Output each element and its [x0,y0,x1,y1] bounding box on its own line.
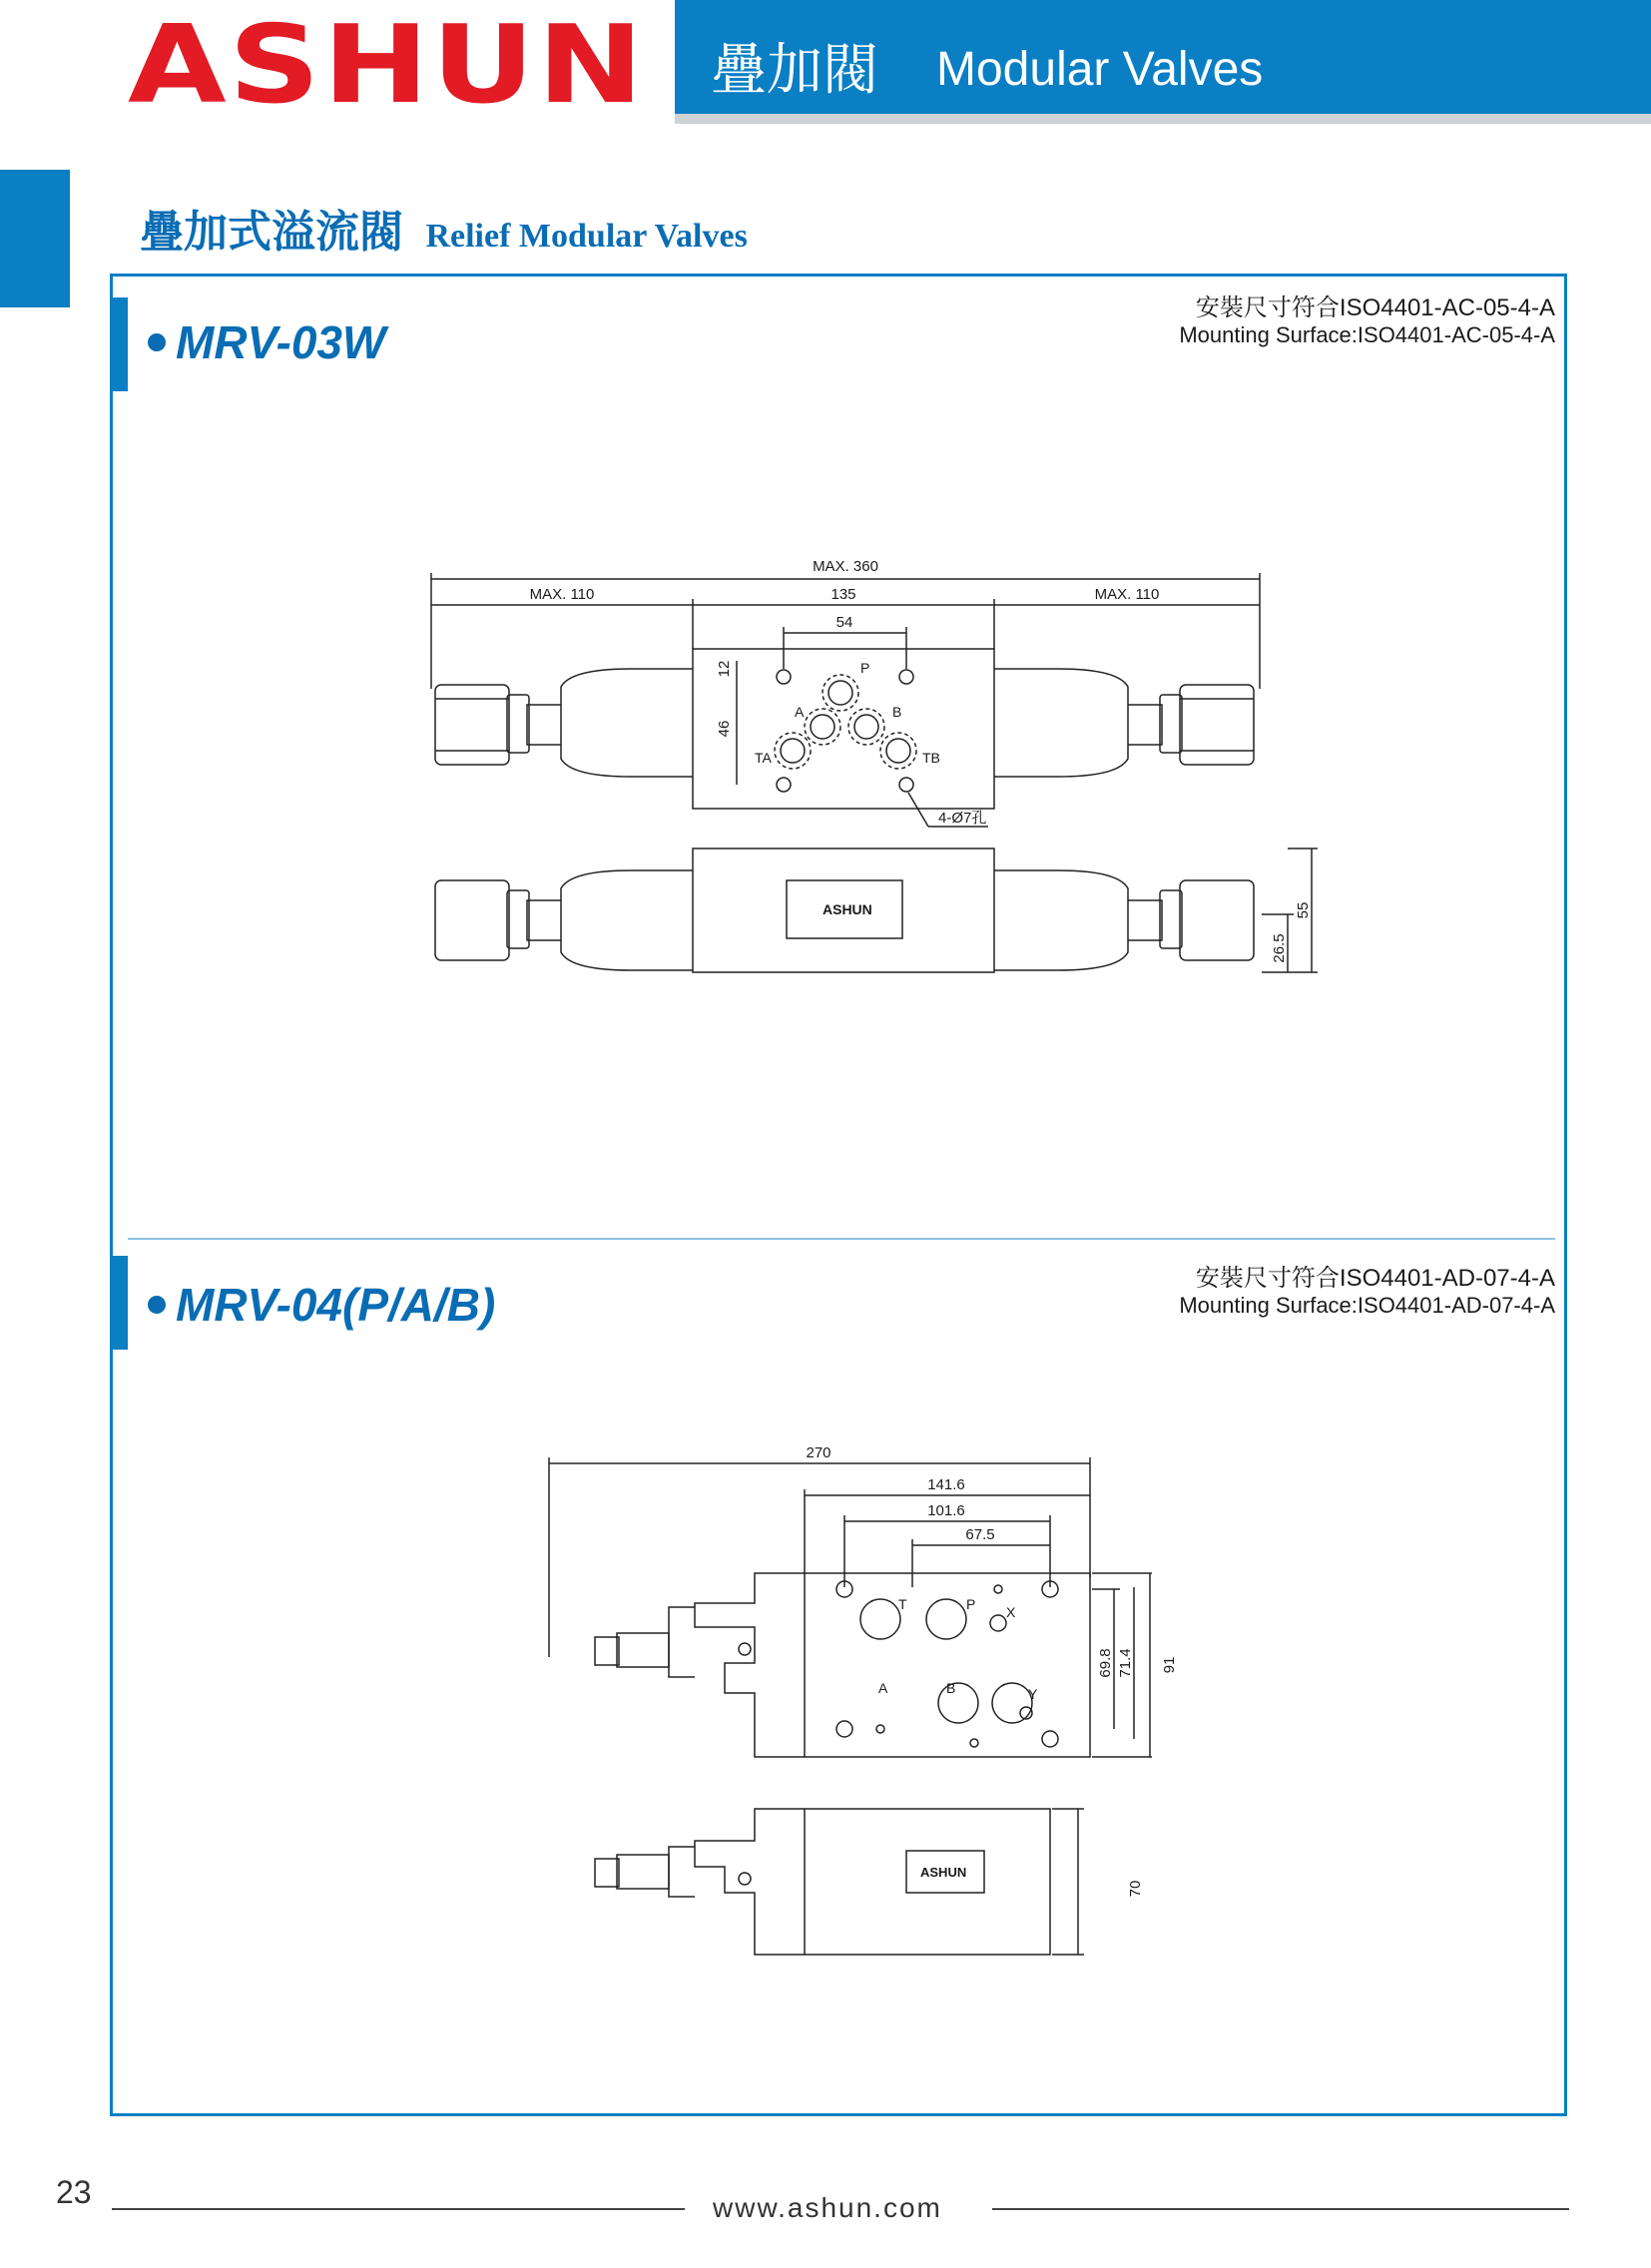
section-title-zh: 疊加式溢流閥 [140,208,403,257]
dim-141-6: 141.6 [927,1476,965,1493]
dim-max-110-left: MAX. 110 [529,586,595,603]
dim-135: 135 [830,586,856,603]
mounting-surface-2 [1179,1258,1555,1319]
section-divider [128,1238,1555,1240]
mount-en: Mounting Surface:ISO4401-AC-05-4-A [1179,322,1555,347]
port-b-label: B [946,1680,956,1696]
mount-zh: 安裝尺寸符合ISO4401-AC-05-4-A [1195,294,1555,321]
mrv-04-drawing [529,1437,1228,1977]
bullet-icon [148,1296,166,1314]
header-title-zh: 疊加閥 [711,38,878,101]
section-title-en: Relief Modular Valves [425,218,748,255]
nameplate-text: ASHUN [823,901,872,917]
port-x-label: X [1006,1604,1016,1620]
dim-26-5: 26.5 [1271,933,1288,963]
port-y-label: Y [1028,1686,1038,1702]
port-b-label: B [892,704,902,720]
header-banner [675,0,1651,124]
mrv-03w-drawing [399,549,1358,998]
page-number: 23 [56,2174,92,2210]
dim-91: 91 [1161,1656,1178,1674]
footer-rule-right [992,2208,1569,2210]
port-t-label: T [898,1596,907,1612]
header-title-en: Modular Valves [936,43,1264,96]
model-title-mrv-03w [148,315,385,369]
left-tab-marker [0,170,70,307]
dim-67-5: 67.5 [965,1526,995,1543]
ashun-logo: ASHUN [128,3,647,128]
model-bar [110,1256,128,1350]
dim-46: 46 [716,720,733,738]
port-ta-label: TA [755,750,772,766]
dim-55: 55 [1295,901,1312,919]
dim-71-4: 71.4 [1117,1648,1134,1678]
mount-zh: 安裝尺寸符合ISO4401-AD-07-4-A [1195,1265,1555,1292]
footer-url[interactable]: www.ashun.com [713,2192,942,2223]
footer-rule-left [112,2208,685,2210]
dim-holes: 4-Ø7孔 [938,810,987,827]
port-tb-label: TB [922,750,940,766]
dim-101-6: 101.6 [927,1502,965,1519]
model-title-mrv-04 [148,1278,495,1332]
dim-69-8: 69.8 [1097,1648,1114,1678]
section-heading [140,196,748,260]
nameplate-text: ASHUN [920,1865,967,1880]
port-a-label: A [878,1680,888,1696]
model-name: MRV-03W [176,316,386,368]
model-name: MRV-04(P/A/B) [176,1279,496,1331]
dim-70: 70 [1127,1880,1144,1898]
dim-max-110-right: MAX. 110 [1094,586,1160,603]
mounting-surface-1 [1179,287,1555,348]
bullet-icon [148,333,166,351]
mount-en: Mounting Surface:ISO4401-AD-07-4-A [1179,1293,1555,1318]
model-bar [110,297,128,391]
dim-54: 54 [835,614,853,631]
port-a-label: A [795,704,805,720]
port-p-label: P [966,1596,976,1612]
port-p-label: P [860,660,870,676]
dim-max-360: MAX. 360 [813,558,878,575]
dim-270: 270 [806,1444,831,1461]
dim-12: 12 [716,660,733,678]
